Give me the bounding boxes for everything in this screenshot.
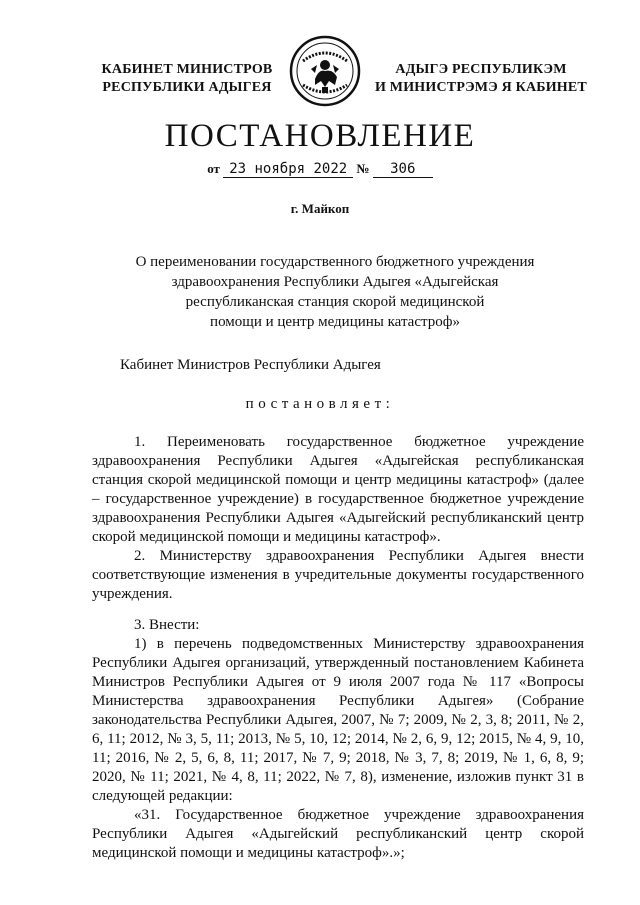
- paragraph-2: [92, 547, 584, 604]
- issuer-russian-line2: РЕСПУБЛИКИ АДЫГЕЯ: [102, 80, 272, 95]
- date-number-line: [0, 161, 640, 178]
- paragraph-3-heading: 3. Внести:: [134, 617, 200, 633]
- document-number: 306: [373, 161, 433, 178]
- preamble-text: Кабинет Министров Республики Адыгея: [120, 357, 381, 373]
- paragraph-3: [92, 616, 584, 863]
- date-prefix: от: [207, 161, 220, 176]
- document-date: 23 ноября 2022: [223, 161, 353, 178]
- paragraph-2-text: 2. Министерству здравоохранения Республики Адыгея внести соответствующие изменения в учредительные документы государственного учреждения.: [92, 548, 584, 602]
- decree-word: постановляет:: [245, 396, 395, 412]
- paragraph-1: [92, 433, 584, 547]
- issuer-adyghe: [372, 61, 590, 97]
- coat-of-arms-icon: [289, 35, 361, 107]
- preamble: [92, 356, 584, 375]
- issuer-adyghe-line1: АДЫГЭ РЕСПУБЛИКЭМ: [395, 62, 567, 77]
- paragraph-3-quote: «31. Государственное бюджетное учреждение здравоохранения Республики Адыгея «Адыгейский республиканский центр скорой медицинской помощи и медицины катастроф».»;: [92, 807, 584, 861]
- issuer-russian-line1: КАБИНЕТ МИНИСТРОВ: [101, 62, 273, 77]
- issuer-adyghe-line2: И МИНИСТРЭМЭ Я КАБИНЕТ: [375, 80, 587, 95]
- subject-line: здравоохранения Республики Адыгея «Адыгейская: [171, 274, 499, 290]
- subject-line: помощи и центр медицины катастроф»: [210, 314, 460, 330]
- paragraph-1-text: 1. Переименовать государственное бюджетное учреждение здравоохранения Республики Адыгея «Адыгейская республиканская станция скорой медицинской помощи и центр медицины катастроф» (далее – государственное учреждение) в государственное бюджетное учреждение здравоохранения Республики Адыгея «Адыгейский республиканский центр скорой медицинской помощи и медицины катастроф».: [92, 434, 584, 545]
- issuer-russian: [92, 61, 282, 97]
- subject-line: О переименовании государственного бюджетного учреждения: [135, 254, 535, 270]
- number-sign: №: [356, 161, 370, 176]
- document-header: [0, 0, 640, 110]
- document-title: ПОСТАНОВЛЕНИЕ: [164, 118, 476, 154]
- city-line: г. Майкоп: [290, 201, 350, 216]
- document-subject: [130, 252, 540, 332]
- subject-line: республиканская станция скорой медицинской: [185, 294, 485, 310]
- paragraph-3-item-1: 1) в перечень подведомственных Министерству здравоохранения Республики Адыгея организаций, утвержденный постановлением Кабинета Министров Республики Адыгея от 9 июля 2007 года № 117 «Вопросы Министерства здравоохранения Республики Адыгея» (Собрание законодательства Республики Адыгея, 2007, № 7; 2009, № 2, 3, 8; 2011, № 2, 6, 11; 2012, № 3, 5, 11; 2013, № 5, 10, 12; 2014, № 2, 6, 9, 12; 2015, № 4, 9, 10, 11; 2016, № 2, 5, 6, 8, 11; 2017, № 7, 9; 2018, № 3, 7, 8; 2019, № 1, 6, 8, 9; 2020, № 11; 2021, № 4, 8, 11; 2022, № 7, 8), изменение, изложив пункт 31 в следующей редакции:: [92, 636, 584, 804]
